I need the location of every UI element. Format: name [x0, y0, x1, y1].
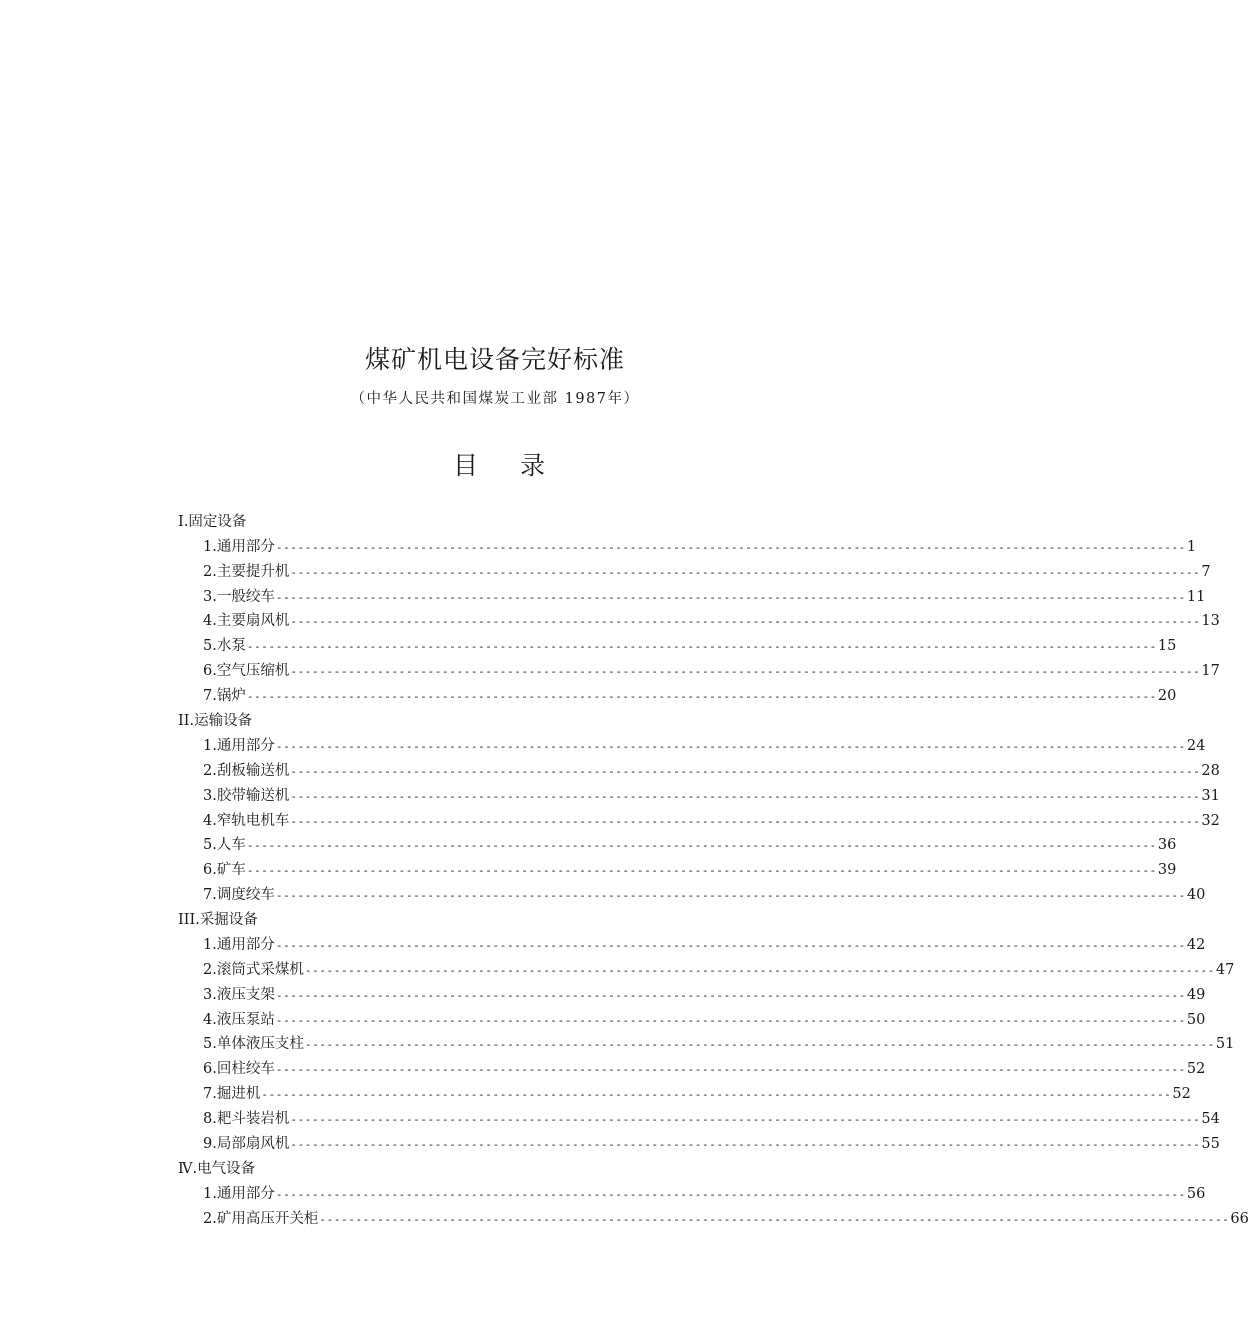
toc-entry[interactable]: [178, 659, 1220, 684]
toc-entry-label: 3.胶带输送机: [203, 787, 290, 804]
toc-entry-label: 4.窄轨电机车: [203, 812, 290, 829]
toc-entry-page-number: 56: [1186, 1185, 1206, 1202]
toc-entry-page-number: 40: [1186, 887, 1206, 904]
toc-entry-label: 2.矿用高压开关柜: [203, 1210, 319, 1227]
toc-entry-page-number: 52: [1172, 1086, 1191, 1103]
toc-entry[interactable]: [178, 1008, 1206, 1033]
toc-entry-page-number: 50: [1186, 1011, 1206, 1028]
toc-entry[interactable]: [178, 1207, 1249, 1232]
toc-entry[interactable]: [178, 958, 1235, 983]
toc-entry[interactable]: [178, 734, 1206, 759]
toc-dash-leader: ------------------------------------------------------------------------------------------------------------------------------: [275, 590, 1186, 604]
toc-dash-leader: ------------------------------------------------------------------------------------------------------------------------------: [261, 1088, 1172, 1102]
toc-entry-page-number: 31: [1201, 787, 1220, 804]
toc-entry-page-number: 20: [1157, 688, 1177, 705]
toc-entry-page-number: 28: [1201, 762, 1220, 779]
toc-entry-page-number: 11: [1186, 588, 1206, 605]
toc-entry-page-number: 54: [1201, 1111, 1220, 1128]
toc-entry-label: 5.水泵: [203, 638, 246, 655]
toc-entry-label: 5.人车: [203, 837, 246, 854]
toc-entry-label: 1.通用部分: [203, 936, 275, 953]
toc-dash-leader: ------------------------------------------------------------------------------------------------------------------------------: [275, 739, 1186, 753]
toc-entry[interactable]: [178, 684, 1177, 709]
toc-dash-leader: ------------------------------------------------------------------------------------------------------------------------------: [290, 814, 1201, 828]
toc-entry-label: 8.耙斗装岩机: [203, 1111, 290, 1128]
toc-entry-label: 1.通用部分: [203, 737, 275, 754]
toc-entry-page-number: 32: [1201, 812, 1220, 829]
toc-entry[interactable]: [178, 1132, 1220, 1157]
toc-dash-leader: ------------------------------------------------------------------------------------------------------------------------------: [290, 1137, 1201, 1151]
toc-entry[interactable]: [178, 1107, 1220, 1132]
table-of-contents: [178, 510, 1249, 1231]
toc-dash-leader: ------------------------------------------------------------------------------------------------------------------------------: [304, 963, 1215, 977]
toc-entry-page-number: 1: [1186, 538, 1197, 555]
toc-entry[interactable]: [178, 809, 1220, 834]
toc-entry[interactable]: [178, 759, 1220, 784]
toc-dash-leader: ------------------------------------------------------------------------------------------------------------------------------: [275, 1013, 1186, 1027]
toc-entry[interactable]: [178, 1032, 1235, 1057]
toc-entry-label: 6.矿车: [203, 862, 246, 879]
toc-heading-char-2: 录: [520, 451, 546, 480]
toc-entry-label: 1.通用部分: [203, 1185, 275, 1202]
toc-entry[interactable]: [178, 634, 1177, 659]
toc-entry-label: 7.锅炉: [203, 688, 246, 705]
document-title: 煤矿机电设备完好标准: [364, 345, 625, 374]
toc-entry[interactable]: [178, 1057, 1206, 1082]
toc-entry[interactable]: [178, 858, 1177, 883]
toc-dash-leader: ------------------------------------------------------------------------------------------------------------------------------: [319, 1212, 1230, 1226]
toc-entry-page-number: 24: [1186, 737, 1206, 754]
toc-entry-page-number: 42: [1186, 936, 1206, 953]
toc-entry[interactable]: [178, 833, 1177, 858]
toc-dash-leader: ------------------------------------------------------------------------------------------------------------------------------: [275, 938, 1186, 952]
toc-entry[interactable]: [178, 560, 1211, 585]
toc-dash-leader: ------------------------------------------------------------------------------------------------------------------------------: [246, 640, 1157, 654]
toc-entry-label: 2.滚筒式采煤机: [203, 961, 304, 978]
toc-entry-page-number: 52: [1186, 1061, 1206, 1078]
toc-dash-leader: ------------------------------------------------------------------------------------------------------------------------------: [275, 1063, 1186, 1077]
toc-entry-label: 4.液压泵站: [203, 1011, 275, 1028]
toc-entry-page-number: 47: [1215, 961, 1235, 978]
toc-dash-leader: ------------------------------------------------------------------------------------------------------------------------------: [275, 988, 1186, 1002]
toc-entry-page-number: 7: [1201, 563, 1211, 580]
toc-entry[interactable]: [178, 1082, 1191, 1107]
toc-entry-page-number: 51: [1215, 1036, 1235, 1053]
toc-entry-label: 6.回柱绞车: [203, 1061, 275, 1078]
toc-entry-label: 3.液压支架: [203, 986, 275, 1003]
toc-entry[interactable]: [178, 585, 1206, 610]
toc-entry[interactable]: [178, 983, 1206, 1008]
toc-entry-label: 1.通用部分: [203, 538, 275, 555]
toc-dash-leader: ------------------------------------------------------------------------------------------------------------------------------: [290, 665, 1201, 679]
toc-dash-leader: ------------------------------------------------------------------------------------------------------------------------------: [246, 864, 1157, 878]
toc-dash-leader: ------------------------------------------------------------------------------------------------------------------------------: [290, 789, 1201, 803]
toc-entry-label: 9.局部扇风机: [203, 1135, 290, 1152]
toc-entry[interactable]: [178, 883, 1206, 908]
toc-dash-leader: ------------------------------------------------------------------------------------------------------------------------------: [290, 615, 1201, 629]
toc-entry-page-number: 49: [1186, 986, 1206, 1003]
toc-entry-page-number: 15: [1157, 638, 1177, 655]
toc-entry[interactable]: [178, 933, 1206, 958]
toc-dash-leader: ------------------------------------------------------------------------------------------------------------------------------: [275, 889, 1186, 903]
toc-dash-leader: ------------------------------------------------------------------------------------------------------------------------------: [290, 1113, 1201, 1127]
toc-section-heading[interactable]: Ⅳ.电气设备: [178, 1160, 256, 1177]
toc-entry-page-number: 17: [1201, 663, 1220, 680]
toc-dash-leader: ------------------------------------------------------------------------------------------------------------------------------: [290, 565, 1201, 579]
toc-entry-label: 2.刮板输送机: [203, 762, 290, 779]
toc-heading: [0, 446, 998, 482]
toc-entry[interactable]: [178, 535, 1197, 560]
toc-entry-label: 4.主要扇风机: [203, 613, 290, 630]
toc-dash-leader: ------------------------------------------------------------------------------------------------------------------------------: [275, 540, 1186, 554]
toc-entry-label: 7.掘进机: [203, 1086, 261, 1103]
toc-entry-label: 3.一般绞车: [203, 588, 275, 605]
document-subtitle: （中华人民共和国煤炭工业部 1987年）: [350, 391, 640, 407]
toc-entry-page-number: 13: [1201, 613, 1220, 630]
toc-entry-page-number: 55: [1201, 1135, 1220, 1152]
toc-entry-label: 5.单体液压支柱: [203, 1036, 304, 1053]
toc-dash-leader: ------------------------------------------------------------------------------------------------------------------------------: [304, 1038, 1215, 1052]
toc-dash-leader: ------------------------------------------------------------------------------------------------------------------------------: [275, 1187, 1186, 1201]
toc-section-heading[interactable]: II.运输设备: [178, 713, 253, 730]
toc-entry[interactable]: [178, 609, 1220, 634]
toc-dash-leader: ------------------------------------------------------------------------------------------------------------------------------: [290, 764, 1201, 778]
toc-heading-char-1: 目: [452, 451, 478, 480]
toc-entry[interactable]: [178, 784, 1220, 809]
toc-entry-page-number: 36: [1157, 837, 1177, 854]
toc-entry[interactable]: [178, 1182, 1206, 1207]
toc-entry-label: 6.空气压缩机: [203, 663, 290, 680]
toc-section-heading[interactable]: I.固定设备: [178, 514, 247, 530]
toc-dash-leader: ------------------------------------------------------------------------------------------------------------------------------: [246, 839, 1157, 853]
toc-entry-page-number: 66: [1230, 1210, 1249, 1227]
toc-entry-label: 2.主要提升机: [203, 563, 290, 580]
toc-dash-leader: ------------------------------------------------------------------------------------------------------------------------------: [246, 690, 1157, 704]
toc-entry-page-number: 39: [1157, 862, 1177, 879]
toc-section-heading[interactable]: III.采掘设备: [178, 912, 258, 929]
toc-entry-label: 7.调度绞车: [203, 887, 275, 904]
